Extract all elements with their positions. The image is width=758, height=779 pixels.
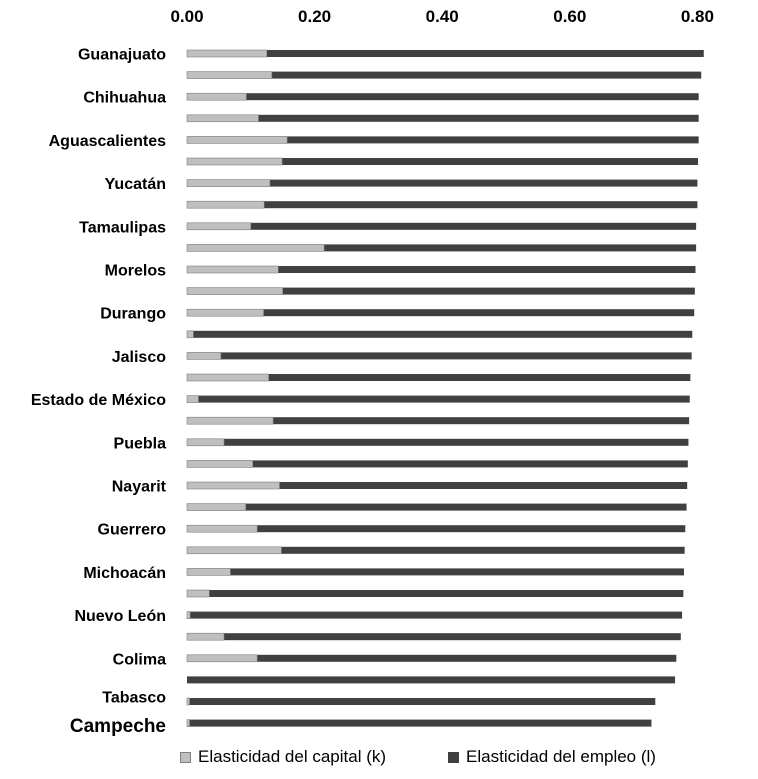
bars: [187, 50, 704, 727]
category-label: Nuevo León: [74, 608, 166, 626]
bar-capital: [187, 396, 198, 403]
x-tick-label: 0.40: [425, 7, 459, 26]
bar-capital: [187, 698, 190, 705]
bar-employment: [187, 352, 692, 359]
bar-capital: [187, 136, 287, 143]
bar-capital: [187, 352, 221, 359]
bar-employment: [187, 568, 684, 575]
bar-employment: [187, 460, 688, 467]
bar-capital: [187, 612, 190, 619]
category-label: Colima: [112, 651, 166, 669]
x-tick-label: 0.20: [298, 7, 332, 26]
bar-employment: [187, 590, 683, 597]
category-label: Yucatán: [104, 176, 166, 194]
bar-employment: [187, 633, 681, 640]
legend-label-capital: Elasticidad del capital (k): [198, 747, 387, 766]
category-label: Guanajuato: [77, 46, 166, 64]
bar-employment: [187, 504, 687, 511]
bar-capital: [187, 223, 251, 230]
bar-capital: [187, 72, 272, 79]
bar-employment: [187, 676, 675, 683]
x-tick-label: 0.80: [680, 7, 714, 26]
category-label: Durango: [100, 305, 166, 323]
bar-capital: [187, 482, 280, 489]
bar-employment: [187, 655, 676, 662]
bar-employment: [187, 93, 699, 100]
category-label: Jalisco: [111, 348, 166, 366]
legend: [180, 745, 740, 769]
bar-capital: [187, 158, 282, 165]
category-label: Michoacán: [83, 564, 166, 582]
category-label: Nayarit: [111, 478, 166, 496]
legend-swatch-employment: [448, 752, 459, 763]
bar-capital: [187, 288, 283, 295]
category-label: Guerrero: [97, 521, 166, 539]
bar-capital: [187, 201, 264, 208]
bar-employment: [187, 439, 688, 446]
bar-capital: [187, 655, 257, 662]
bar-capital: [187, 115, 258, 122]
category-label: Estado de México: [30, 392, 166, 410]
category-label: Puebla: [113, 435, 166, 453]
category-label: Tamaulipas: [79, 219, 166, 237]
bar-capital: [187, 374, 269, 381]
x-axis-ticks: [170, 7, 713, 26]
category-label: Morelos: [104, 262, 166, 280]
category-labels: [31, 47, 167, 738]
bar-employment: [187, 396, 690, 403]
bar-capital: [187, 309, 264, 316]
bar-capital: [187, 504, 246, 511]
bar-employment: [187, 720, 651, 727]
bar-capital: [187, 460, 253, 467]
bar-capital: [187, 50, 267, 57]
bar-capital: [187, 590, 209, 597]
bar-capital: [187, 633, 224, 640]
bar-capital: [187, 180, 270, 187]
legend-swatch-capital: [180, 752, 191, 763]
x-tick-label: 0.00: [170, 7, 204, 26]
bar-employment: [187, 612, 682, 619]
bar-capital: [187, 568, 230, 575]
legend-label-employment: Elasticidad del empleo (l): [466, 747, 656, 766]
bar-capital: [187, 439, 224, 446]
bar-employment: [187, 331, 692, 338]
bar-capital: [187, 244, 324, 251]
bar-capital: [187, 720, 190, 727]
legend-item-capital: [180, 747, 386, 767]
category-label: Chihuahua: [83, 89, 166, 107]
bar-capital: [187, 417, 273, 424]
category-label: Tabasco: [102, 689, 166, 707]
legend-item-employment: [448, 747, 656, 767]
bar-employment: [187, 525, 685, 532]
category-label: Aguascalientes: [48, 132, 166, 150]
bar-capital: [187, 93, 246, 100]
bar-capital: [187, 331, 193, 338]
bar-capital: [187, 547, 281, 554]
bar-capital: [187, 266, 278, 273]
bar-employment: [187, 698, 655, 705]
x-tick-label: 0.60: [553, 7, 587, 26]
bar-employment: [187, 223, 696, 230]
category-label: Campeche: [69, 716, 166, 738]
bar-employment: [187, 115, 699, 122]
bar-capital: [187, 525, 257, 532]
